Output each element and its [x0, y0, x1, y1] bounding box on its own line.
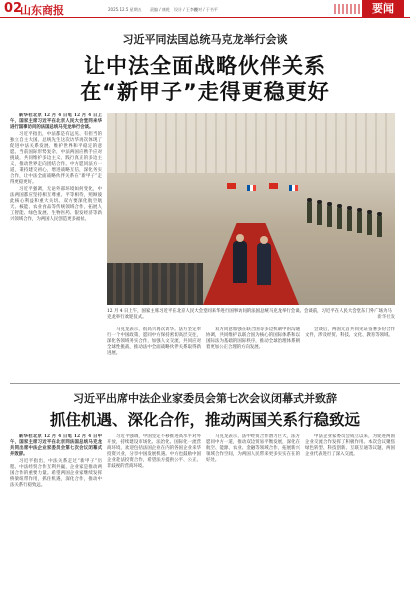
page-number: 02: [4, 1, 23, 16]
editor-credit: 责编 / 康乾: [150, 7, 170, 12]
article1-paragraph: 会谈后，两国元首共同见证签署多份合作文件，涉及经贸、科技、文化、教育等领域。: [305, 327, 395, 338]
photo-caption: [107, 309, 395, 321]
article-divider: [10, 383, 400, 384]
red-carpet: [203, 223, 299, 305]
article1-column-4: [305, 327, 395, 375]
honor-guard: [367, 213, 372, 235]
article2-title[interactable]: 抓住机遇、深化合作，推动两国关系行稳致远: [49, 411, 360, 429]
article2-column-1: [10, 434, 102, 594]
designer-credit: 设计 / 王李群: [174, 7, 198, 12]
article1-paragraph: 习近平强调，无论外部环境如何变化，中法两国都应坚持相互尊重、平等相待，照顾彼此核心利益和重大关切。双方要深化航空航天、核能、农业食品等传统领域合作，拓展人工智能、绿色发展、生物医药、银发经济等新兴领域合作，为两国人民创造更多福祉。: [10, 187, 102, 222]
honor-guard: [307, 201, 312, 223]
article2-paragraph: 中法企业家委员会成立以来，为促进两国企业交流合作发挥了积极作用。本次会议聚焦绿色转型、科技创新、互联互通等议题，两国企业代表进行了深入交流。: [305, 434, 395, 457]
building-facade: [107, 113, 395, 173]
honor-guard: [347, 209, 352, 231]
article2-column-2: [107, 434, 201, 594]
article2-column-3: [206, 434, 300, 594]
caption-text: 12 月 4 日上午，国家主席习近平在北京人民大会堂同来华进行国事访问的法国总统马克龙举行会谈。会谈前，习近平在人民大会堂东门外广场为马克龙举行欢迎仪式。: [107, 309, 392, 320]
section-decoration: [334, 4, 362, 14]
article1-paragraph: 双方同意加强在联合国等多边机制中的沟通协调，共同维护以联合国为核心的国际体系和以国际法为基础的国际秩序，推动全球治理体系朝着更加公正合理的方向发展。: [206, 327, 300, 350]
issue-date: 2025.12.5 星期五: [108, 7, 142, 12]
article2-paragraph: 习近平强调，中国坚定不移推进高水平对外开放，持续建设市场化、法治化、国际化一流营商环境，欢迎包括法国企业在内的各国企业来华投资兴业，分享中国发展机遇。中方也鼓励中国企业赴法投资合作，希望法方提供公平、公正、非歧视的营商环境。: [107, 434, 201, 469]
honor-guard: [317, 203, 322, 225]
honor-guard: [327, 205, 332, 227]
article1-column-3: [206, 327, 300, 375]
honor-guard: [377, 215, 382, 237]
section-tag: 要闻: [362, 0, 404, 18]
leader-figure: [233, 241, 247, 283]
paper-name: 山东商报: [20, 4, 64, 17]
leader-figure: [257, 243, 271, 285]
article1-title-line1[interactable]: 让中法全面战略伙伴关系: [84, 54, 326, 78]
article2-paragraph: 习近平指出，中法关系走过“新甲子”历程。中法经贸合作互利共赢，企业家是推动两国合作的重要力量。希望两国企业家继续发挥桥梁纽带作用，抓住机遇，深化合作，推动中法关系行稳致远。: [10, 459, 102, 488]
honor-guard: [357, 211, 362, 233]
china-flag-icon: [269, 183, 278, 189]
article1-paragraph: 马克龙表示，很高兴再次访华。法方坚定奉行一个中国政策，愿同中方保持密切高层交往，深化各领域务实合作，加强人文交流，共同应对全球性挑战，推动法中全面战略伙伴关系取得新进展。: [107, 327, 201, 356]
article1-pre-title[interactable]: 习近平同法国总统马克龙举行会谈: [122, 33, 288, 46]
article2-paragraph: 马克龙表示，法中经贸合作潜力巨大，法方愿同中方一道，推动双边贸易平衡发展，深化在航空、能源、农业、金融等领域合作，拓展新兴领域合作空间，为两国人民带来更多实实在在的好处。: [206, 434, 300, 463]
masthead: [0, 0, 410, 18]
article1-paragraph: 新华社北京 12 月 4 日电 12 月 4 日上午，国家主席习近平在北京人民大会堂同来华进行国事访问的法国总统马克龙举行会谈。: [10, 113, 102, 130]
welcome-ceremony-photo[interactable]: [107, 113, 395, 305]
article1-column-1: [10, 113, 102, 375]
crowd: [107, 263, 203, 305]
honor-guard: [337, 207, 342, 229]
checker-credit: 校对 / 于书平: [194, 7, 218, 12]
article2-pre-title[interactable]: 习近平出席中法企业家委员会第七次会议闭幕式并致辞: [73, 392, 337, 405]
france-flag-icon: [289, 185, 298, 191]
article2-paragraph: 新华社北京 12 月 4 日电 12 月 4 日中午，国家主席习近平在北京同法国总统马克龙共同出席中法企业家委员会第七次会议闭幕式并致辞。: [10, 434, 102, 457]
article1-title-line2[interactable]: 在“新甲子”走得更稳更好: [80, 80, 330, 104]
france-flag-icon: [247, 185, 256, 191]
article1-column-2: [107, 327, 201, 375]
article2-column-4: [305, 434, 395, 594]
china-flag-icon: [227, 183, 236, 189]
article1-paragraph: 习近平指出，中法都是有远见、有担当的独立自主大国。总统先生这次访华再次体现了促进中法关系发展、维护世界和平稳定的意愿。当前国际形势复杂，中法两国应携手应对挑战，共同维护多边主义、践行真正的多边主义，推动世界走向团结合作。中方愿同法方一道，秉持建交初心，增进战略互信，深化务实合作，让中法全面战略伙伴关系在“新甲子”走得更稳更好。: [10, 132, 102, 185]
caption-credit: 新华社发: [377, 315, 395, 320]
